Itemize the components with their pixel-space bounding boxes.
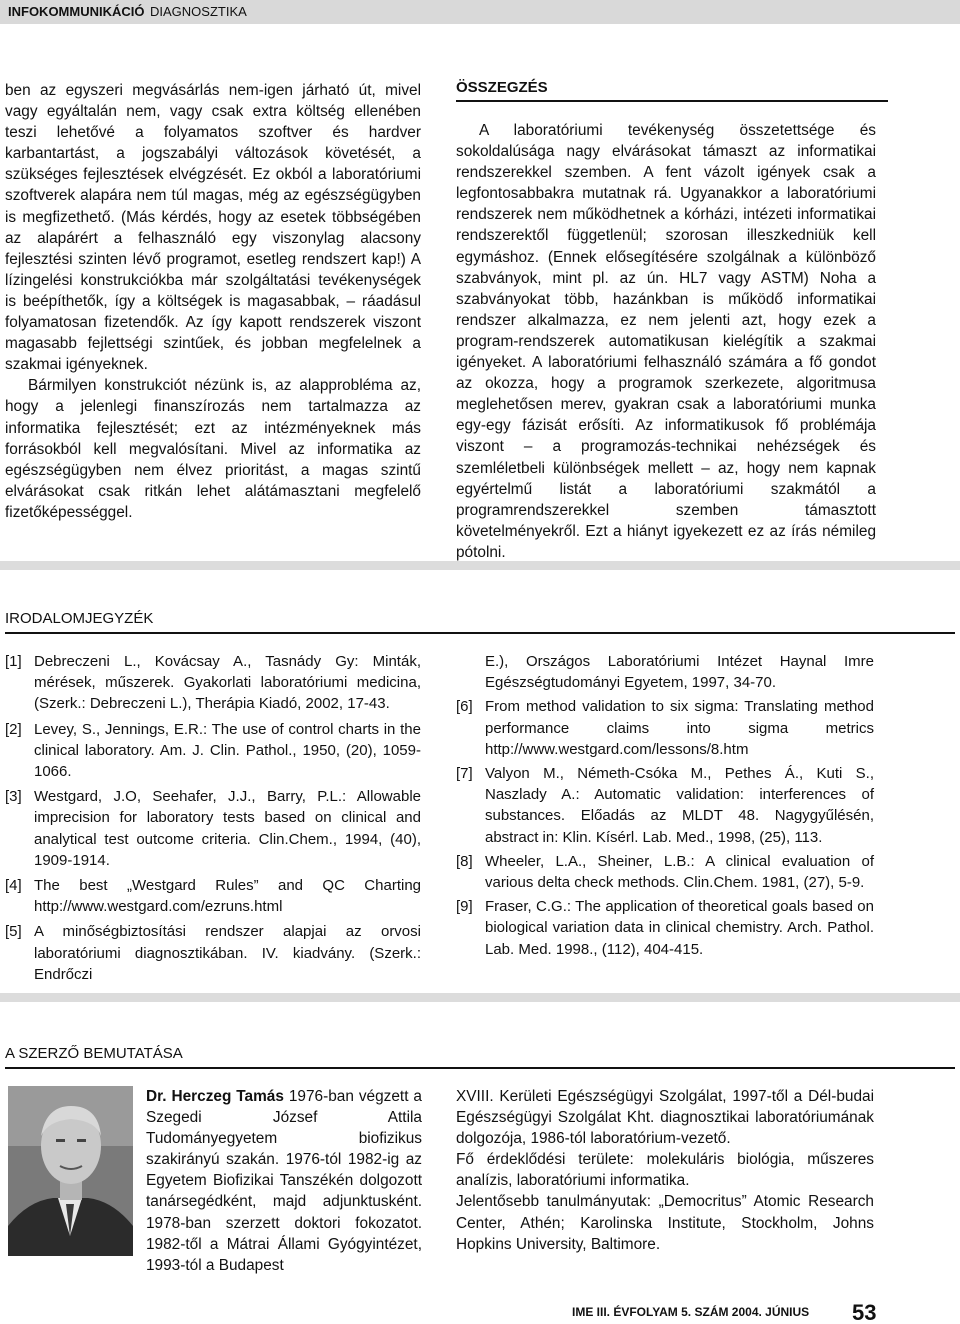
reference-item	[5, 651, 421, 715]
reference-text: The best „Westgard Rules” and QC Charting http://www.westgard.com/ezruns.html	[34, 877, 421, 916]
reference-number: [5]	[5, 923, 22, 941]
author-bio-paragraph: Jelentősebb tanulmányutak: „Democritus” Atomic Research Center, Athén; Karolinska Institute, Stockholm, Johns Hopkins University, Baltimore.	[456, 1193, 874, 1253]
reference-text: A minőségbiztosítási rendszer alapjai az orvosi laboratóriumi diagnosztikában. IV. kiadvány. (Szerk.: Endrőczi	[34, 923, 421, 983]
summary-text: A laboratóriumi tevékenység összetettsége és sokoldalúsága nagy elvárásokat támaszt az informatikai rendszerekkel szemben. A fent vázolt igények csak a legfontosabbakra mutatnak rá. Ugyanakkor a laboratóriumi rendszerek nem működhetnek a kórházi, intézeti informatikai rendszerektől függetlenül; szorosan illeszkedniük kell egymáshoz. (Ennek elősegítésére szolgálnak a különböző szabványok, mint pl. az ún. HL7 vagy ASTM) Noha a szabványokat több, hazánkban is működő informatikai rendszer alkalmazza, ez nem jelenti azt, hogy ezek a program-rendszerek automatikusan kielégítik a szakmai igényeket. A laboratóriumi felhasználó számára a fő gondot az okozza, hogy a programok szerkezete, algoritmusa meglehetősen merev, gyakran csak a laboratóriumi munka egy-egy fázisát erősíti. Az informatikusok fő problémája viszont – a programozás-technikai nehézségek és szemléletbeli különbségek mellett – az, hogy nem kapnak egyértelmű listát a laboratóriumi szakmától a programrendszerekkel szemben támasztott követelményekről. Ezt a hiányt igyekezett ez az írás némileg pótolni.	[456, 122, 876, 561]
section-separator-band	[0, 993, 960, 1002]
body-paragraph-1: ben az egyszeri megvásárlás nem-igen járható út, mivel vagy egyáltalán nem, vagy csak extra költség ellenében teszi lehetővé a folyamatos szoftver és hardver karbantartást, a jogszabályi változások követését, a szükséges fejlesztések elvégzését. Ez okból a laboratóriumi szoftverek alapára nem túl magas, még az egészségügyben is megfizethető. (Más kérdés, hogy az esetek többségében az alapárért a felhasználó egy viszonylag alacsony fejlesztési szinten lévő programot, esetleg rendszert kap!) A lízingelési konstrukciókba már szolgáltatási tevékenységek is beépíthetők, így a költségek is magasabbak, – ráadásul folyamatosan fizetendők. Az így kapott rendszerek viszont magasabb fejlettségi szintűek, és jobban megfelelnek a szakmai igényeknek.	[5, 82, 421, 374]
author-photo	[8, 1086, 133, 1256]
reference-continuation: E.), Országos Laboratóriumi Intézet Haynal Imre Egészségtudományi Egyetem, 1997, 34-70.	[485, 653, 874, 692]
reference-text: From method validation to six sigma: Translating method performance claims into sigma metrics http://www.westgard.com/lessons/8.htm	[485, 698, 874, 758]
author-name: Dr. Herczeg Tamás	[146, 1088, 284, 1105]
reference-item	[5, 719, 421, 783]
header-bar	[0, 0, 960, 24]
reference-number: [4]	[5, 877, 22, 895]
references-right-column	[456, 651, 874, 960]
reference-text: Valyon M., Németh-Csóka M., Pethes Á., Kuti S., Naszlady A.: Automatic validation: interferences of substances. Előadás az MLDT 48. Nagygyűlésén, abstract in: Klin. Kísérl. Lab. Med., 1998, (25), 113.	[485, 765, 874, 846]
author-bio-paragraph: Fő érdeklődési területe: molekuláris biológia, műszeres analízis, laboratóriumi informatika.	[456, 1151, 874, 1190]
reference-item	[456, 851, 874, 893]
reference-number: [9]	[456, 898, 473, 916]
issue-info: IME III. ÉVFOLYAM 5. SZÁM 2004. JÚNIUS	[572, 1305, 810, 1319]
author-rule	[5, 1067, 955, 1069]
page-number: 53	[852, 1300, 877, 1324]
author-bio-paragraph: XVIII. Kerületi Egészségügyi Szolgálat, 1997-től a Dél-budai Egészségügyi Szolgálat Kht. diagnosztikai laboratóriumának dolgozója, 1986-tól laboratórium-vezető.	[456, 1088, 874, 1148]
reference-item	[5, 786, 421, 871]
references-title: IRODALOMJEGYZÉK	[5, 610, 154, 627]
subsection-label: DIAGNOSZTIKA	[150, 4, 247, 19]
reference-number: [6]	[456, 698, 473, 716]
author-bio-text: 1976-ban végzett a Szegedi József Attila Tudományegyetem biofizikus szakirányú szakán. 1976-tól 1982-ig az Egyetem Biofizikai Tanszékén dolgozott tanársegédként, majd adjunktusként. 1978-ban szerzett doktori fokozatot. 1982-től a Mátrai Állami Gyógyintézet, 1993-tól a Budapest	[146, 1088, 422, 1274]
summary-title: ÖSSZEGZÉS	[456, 79, 548, 96]
reference-number: [7]	[456, 765, 473, 783]
references-left-column	[5, 651, 421, 985]
reference-item	[456, 763, 874, 848]
author-bio-left	[146, 1086, 422, 1276]
author-section-title: A SZERZŐ BEMUTATÁSA	[5, 1045, 183, 1062]
references-rule	[5, 632, 955, 634]
reference-text: Wheeler, L.A., Sheiner, L.B.: A clinical evaluation of various delta check methods. Clin.Chem. 1981, (27), 5-9.	[485, 852, 874, 892]
reference-item	[5, 875, 421, 917]
body-paragraph-2: Bármilyen konstrukciót nézünk is, az alapprobléma az, hogy a jelenlegi finanszírozás nem tartalmazza az informatika fejlesztését; ezt az intézményeknek más forrásokból kell megvalósítani. Mivel az informatika az egészségügyben nem élvez prioritást, a magas szintű elvárásokat csak ritkán lehet alátámasztani megfelelő fizetőképességgel.	[5, 377, 421, 521]
author-bio-right	[456, 1086, 874, 1255]
reference-item	[456, 896, 874, 960]
reference-item	[456, 696, 874, 760]
author-portrait-image	[8, 1086, 133, 1256]
reference-number: [3]	[5, 788, 22, 806]
reference-text: Fraser, C.G.: The application of theoretical goals based on biological variation data in clinical chemistry. Arch. Pathol. Lab. Med. 1998., (112), 404-415.	[485, 898, 874, 958]
reference-number: [1]	[5, 653, 22, 670]
section-separator-band	[0, 561, 960, 570]
summary-rule	[456, 100, 888, 102]
left-column-text	[5, 80, 421, 523]
reference-item	[5, 921, 421, 985]
reference-number: [2]	[5, 720, 22, 738]
section-label: INFOKOMMUNIKÁCIÓ	[8, 4, 145, 19]
reference-text: Levey, S., Jennings, E.R.: The use of control charts in the clinical laboratory. Am. J. Clin. Pathol., 1950, (20), 1059-1066.	[34, 720, 421, 781]
reference-number: [8]	[456, 852, 473, 870]
reference-text: Debreczeni L., Kovácsay A., Tasnády Gy: Minták, mérések, műszerek. Gyakorlati laboratóriumi medicina, (Szerk.: Debreczeni L.), Therápia Kiadó, 2002, 17-43.	[34, 653, 421, 713]
reference-text: Westgard, J.O, Seehafer, J.J., Barry, P.L.: Allowable imprecision for laboratory tests based on clinical and analytical test outcome criteria. Clin.Chem., 1994, (40), 1909-1914.	[34, 788, 421, 869]
